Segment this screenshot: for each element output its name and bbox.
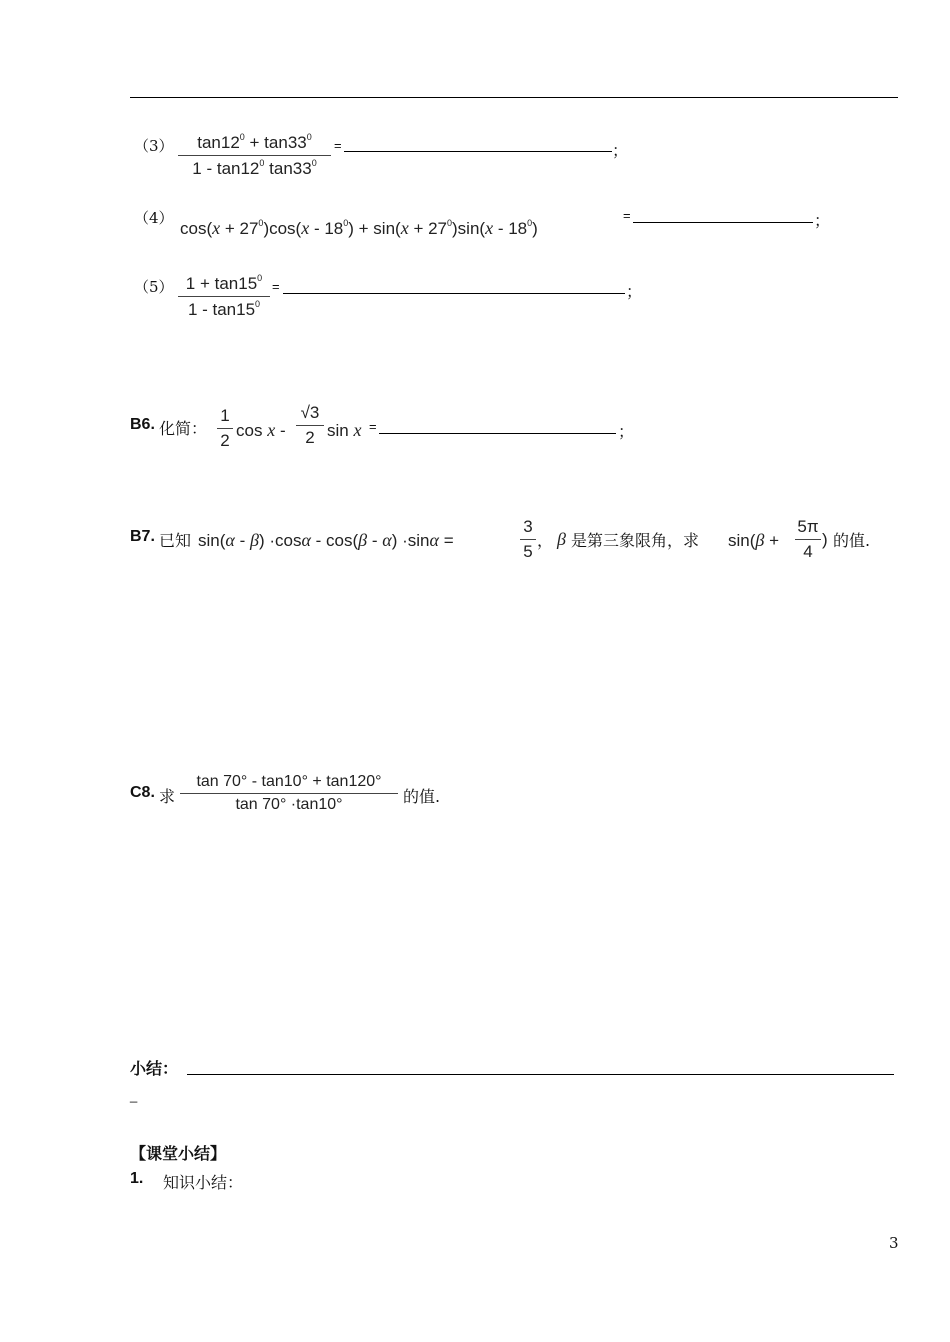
problem-b6-cos-term: cos x - xyxy=(236,420,286,440)
problem-5-index: （5） xyxy=(134,278,174,296)
problem-c8-fraction xyxy=(180,773,398,814)
problem-c8-denominator: tan 70° ·tan10° xyxy=(235,796,343,813)
problem-5-answer-blank[interactable] xyxy=(283,293,625,294)
class-summary-item-num: 1. xyxy=(130,1170,144,1187)
problem-3-equals: = xyxy=(334,138,342,153)
problem-5-end: ； xyxy=(626,282,643,301)
problem-b6-text: 化简： xyxy=(159,419,208,438)
problem-b6-fraction-2: √3 2 xyxy=(296,403,324,448)
problem-c8-numerator: tan 70° - tan10° + tan120° xyxy=(196,773,382,790)
problem-3-numerator: tan12 xyxy=(197,133,240,152)
problem-5-numerator: 1 + tan15 xyxy=(185,274,258,293)
problem-b7-close: ) xyxy=(822,530,828,549)
problem-b6-label: B6. xyxy=(130,416,155,433)
problem-b6-end: ； xyxy=(618,422,635,441)
problem-4-answer-blank[interactable] xyxy=(633,222,813,223)
problem-3-end: ； xyxy=(612,141,629,160)
class-summary-item-text: 知识小结： xyxy=(163,1173,244,1192)
problem-b7-label: B7. xyxy=(130,528,155,545)
problem-b7-text-b: ， xyxy=(537,531,554,550)
problem-c8-label: C8. xyxy=(130,784,155,801)
summary-label: 小结： xyxy=(130,1059,179,1078)
problem-b7-fraction-1: 3 5 xyxy=(520,517,536,562)
problem-b7-fraction-2: 5π 4 xyxy=(795,517,821,562)
summary-dash: _ xyxy=(130,1088,138,1103)
problem-5-equals: = xyxy=(272,279,280,294)
problem-3-index: （3） xyxy=(134,137,174,155)
problem-3-answer-blank[interactable] xyxy=(344,151,612,152)
problem-b7-target-expr: sin(β + xyxy=(728,530,780,550)
problem-5-fraction: $1 + \tan 15^0$ $1 - \tan 15^0$ xyxy=(178,273,270,320)
problem-3-denominator: 1 - tan12 xyxy=(192,159,260,178)
problem-b7-beta: β xyxy=(557,529,566,549)
problem-c8-text-b: 的值. xyxy=(403,787,441,806)
problem-b6-fraction-1: 1 2 xyxy=(217,406,233,451)
problem-b7-text-d: 的值. xyxy=(833,531,871,550)
problem-4-index: （4） xyxy=(134,209,174,227)
problem-4-expression: $\cos(x + 27^0)\cos(x - 18^0) + \sin(x + 27^0)\sin(x - 18^0)$ xyxy=(180,218,538,238)
summary-answer-blank[interactable] xyxy=(187,1074,894,1075)
problem-b7-text-c: 是第三象限角，求 xyxy=(571,531,700,550)
problem-b6-answer-blank[interactable] xyxy=(379,433,616,434)
problem-c8-text-a: 求 xyxy=(159,787,176,806)
problem-5-denominator: 1 - tan15 xyxy=(187,300,256,319)
class-summary-title: 【课堂小结】 xyxy=(130,1144,227,1163)
problem-b7-expression: sin(α - β) ·cosα - cos(β - α) ·sinα = xyxy=(198,530,454,550)
page-number: 3 xyxy=(889,1234,899,1252)
problem-4-equals: = xyxy=(623,208,631,223)
header-rule xyxy=(130,97,898,98)
problem-4-end: ； xyxy=(814,211,831,230)
problem-3-fraction: $\tan 12^0 + \tan 33^0$ $1 - \tan 12^0$ $\tan 33^0$ xyxy=(178,132,331,179)
problem-b7-text-a: 已知 xyxy=(159,531,192,550)
problem-b6-sin-term: sin x xyxy=(327,420,362,440)
problem-b6-equals: = xyxy=(369,419,377,434)
